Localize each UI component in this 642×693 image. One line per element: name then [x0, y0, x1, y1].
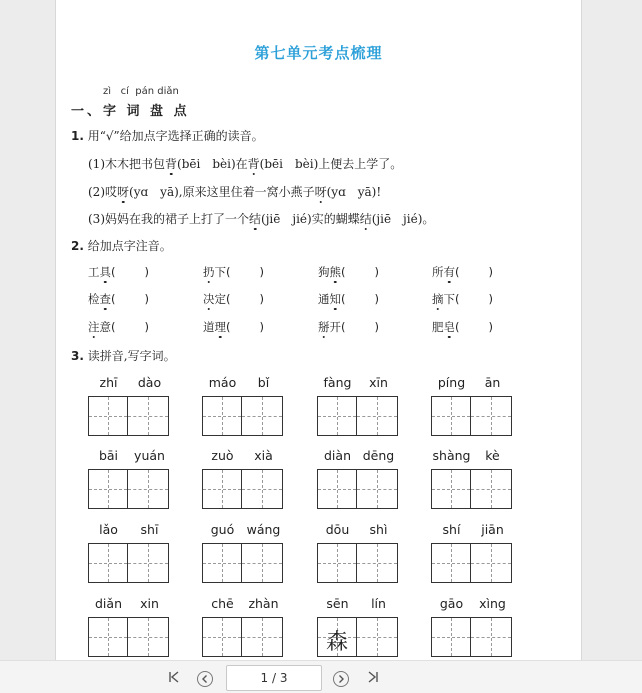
writing-cell[interactable] — [317, 617, 357, 657]
document-page — [55, 0, 582, 660]
pinyin-label: lǎo shī — [99, 522, 159, 537]
question-3: 3. 读拼音,写字词。 — [71, 349, 176, 363]
writing-cell[interactable] — [88, 617, 128, 657]
writing-cell[interactable] — [88, 469, 128, 509]
writing-cell[interactable] — [431, 396, 471, 436]
writing-cell[interactable] — [317, 396, 357, 436]
writing-cell[interactable] — [128, 617, 169, 657]
writing-cell[interactable] — [202, 617, 242, 657]
writing-cell[interactable] — [471, 469, 512, 509]
prev-page-button[interactable] — [197, 671, 213, 687]
q2-word: 检查( ) — [88, 292, 151, 306]
writing-cell[interactable] — [242, 543, 283, 583]
q2-word: 所有( ) — [432, 265, 495, 279]
pinyin-label: chē zhàn — [211, 596, 279, 611]
writing-cell[interactable] — [317, 543, 357, 583]
cell-character: 森 — [325, 630, 348, 655]
writing-cell[interactable] — [88, 396, 128, 436]
q2-word: 掰开( ) — [318, 320, 381, 334]
first-page-icon — [167, 670, 181, 684]
writing-grid-pair — [88, 596, 170, 657]
pinyin-label: máo bǐ — [208, 375, 270, 390]
pinyin-label: dōu shì — [325, 522, 388, 537]
writing-grid-pair — [431, 522, 513, 583]
writing-cell[interactable] — [88, 543, 128, 583]
writing-cell[interactable] — [202, 396, 242, 436]
q2-word: 决定( ) — [203, 292, 266, 306]
writing-cell[interactable] — [357, 543, 398, 583]
q2-word: 摘下( ) — [432, 292, 495, 306]
writing-cell[interactable] — [128, 469, 169, 509]
first-page-button[interactable] — [166, 670, 182, 686]
writing-grid-pair — [317, 448, 399, 509]
writing-cell[interactable] — [242, 469, 283, 509]
writing-cell[interactable] — [242, 396, 283, 436]
writing-cell[interactable] — [431, 469, 471, 509]
writing-grid-pair — [431, 596, 513, 657]
pinyin-label: shàng kè — [432, 448, 500, 463]
q2-word: 狗熊( ) — [318, 265, 381, 279]
writing-grid-pair — [431, 375, 513, 436]
last-page-button[interactable] — [365, 670, 381, 686]
writing-cell[interactable] — [128, 396, 169, 436]
q1-line: (1)木木把书包背(bēi bèi)在背(bēi bèi)上便去上学了。 — [88, 157, 403, 171]
writing-grid-pair — [88, 522, 170, 583]
writing-cell[interactable] — [357, 396, 398, 436]
pinyin-label: sēn lín — [326, 596, 386, 611]
q2-word: 注意( ) — [88, 320, 151, 334]
pinyin-label: zhī dào — [99, 375, 162, 390]
writing-cell[interactable] — [202, 543, 242, 583]
q2-word: 工具( ) — [88, 265, 151, 279]
page-title: 第七单元考点梳理 — [254, 44, 383, 62]
q2-word: 肥皂( ) — [432, 320, 495, 334]
writing-cell[interactable] — [431, 617, 471, 657]
pinyin-label: guó wáng — [210, 522, 281, 537]
writing-cell[interactable] — [128, 543, 169, 583]
pinyin-label: diàn dēng — [324, 448, 395, 463]
writing-cell[interactable] — [471, 396, 512, 436]
last-page-icon — [366, 670, 380, 684]
pager-toolbar — [0, 660, 642, 693]
question-1: 1. 用“√”给加点字选择正确的读音。 — [71, 129, 264, 143]
q2-word: 道理( ) — [203, 320, 266, 334]
q1-line: (2)哎呀(yɑ yā),原来这里住着一窝小燕子呀(yɑ yā)! — [88, 185, 382, 199]
writing-grid-pair — [317, 375, 399, 436]
writing-cell[interactable] — [431, 543, 471, 583]
q2-word: 扔下( ) — [203, 265, 266, 279]
pinyin-label: píng ān — [437, 375, 501, 390]
pinyin-label: bāi yuán — [98, 448, 165, 463]
pinyin-label: diǎn xin — [95, 596, 159, 611]
writing-cell[interactable] — [317, 469, 357, 509]
writing-cell[interactable] — [357, 617, 398, 657]
writing-grid-pair — [202, 596, 284, 657]
writing-grid-pair — [202, 448, 284, 509]
writing-grid-pair — [88, 448, 170, 509]
next-page-icon — [336, 674, 346, 684]
pinyin-label: gāo xìng — [439, 596, 506, 611]
q2-word: 通知( ) — [318, 292, 381, 306]
pinyin-label: zuò xià — [211, 448, 273, 463]
q1-line: (3)妈妈在我的裙子上打了一个结(jiē jié)实的蝴蝶结(jiē jié)。 — [88, 212, 435, 226]
pinyin-label: shí jiān — [442, 522, 504, 537]
prev-page-icon — [200, 674, 210, 684]
writing-grid-pair — [317, 522, 399, 583]
writing-cell[interactable] — [202, 469, 242, 509]
pinyin-label: fàng xīn — [323, 375, 388, 390]
section-pinyin: zì cí pán diǎn — [103, 86, 179, 97]
writing-grid-pair — [317, 596, 399, 657]
writing-grid-pair — [88, 375, 170, 436]
writing-grid-pair — [202, 375, 284, 436]
writing-cell[interactable] — [357, 469, 398, 509]
writing-grid-pair — [431, 448, 513, 509]
writing-cell[interactable] — [242, 617, 283, 657]
question-2: 2. 给加点字注音。 — [71, 239, 172, 253]
writing-grid-pair — [202, 522, 284, 583]
writing-cell[interactable] — [471, 543, 512, 583]
writing-cell[interactable] — [471, 617, 512, 657]
next-page-button[interactable] — [333, 671, 349, 687]
page-indicator[interactable]: 1 / 3 — [226, 665, 322, 691]
section-heading: 一、字 词 盘 点 — [71, 104, 190, 119]
